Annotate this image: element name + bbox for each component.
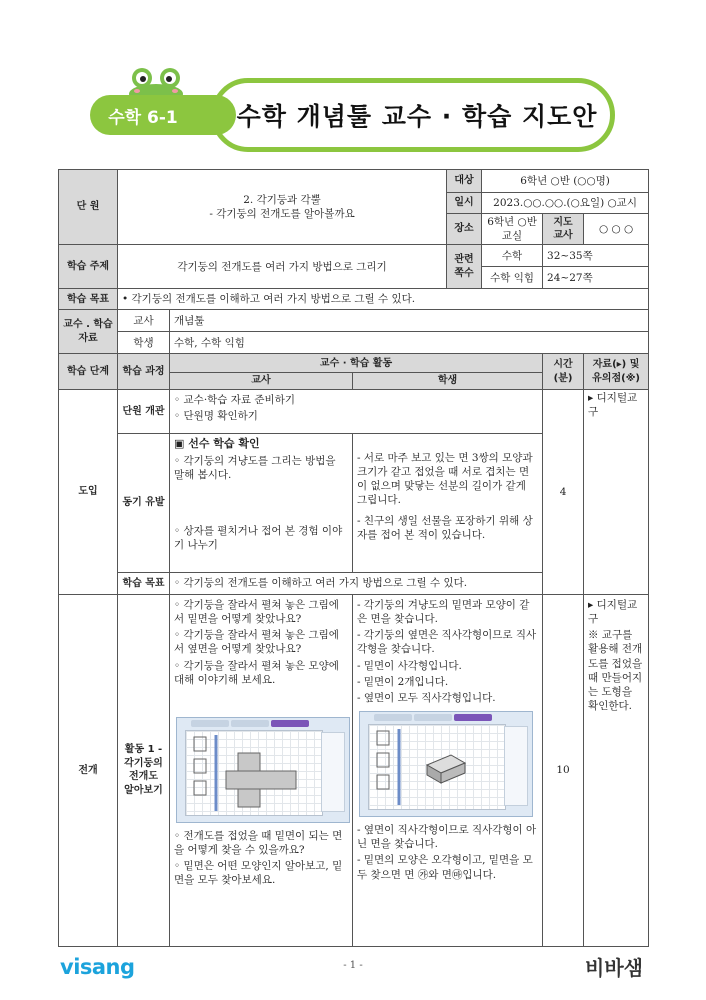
pages-label-2: 쪽수 bbox=[454, 267, 474, 279]
develop-teacher bbox=[170, 594, 353, 946]
material-label-2: 자료 bbox=[78, 332, 98, 344]
net-tool-screenshot-1 bbox=[176, 717, 350, 823]
activity-header: 교수 · 학습 활동 bbox=[170, 354, 543, 373]
intro-teacher-line-1: ◦ 각기둥의 겨냥도를 그리는 방법을 말해 봅시다. bbox=[174, 454, 336, 481]
develop-time: 10 bbox=[543, 594, 584, 946]
stage-header: 학습 단계 bbox=[59, 354, 118, 390]
develop-student bbox=[353, 594, 543, 946]
book2: 수학 익힘 bbox=[482, 267, 543, 289]
material-label bbox=[59, 310, 118, 354]
unit-line-2: - 각기둥의 전개도를 알아볼까요 bbox=[209, 208, 355, 221]
intro-overview-line-1: ◦ 교수·학습 자료 준비하기 bbox=[174, 393, 295, 406]
unit-label: 단 원 bbox=[59, 170, 118, 245]
intro-student-line-1: - 서로 마주 보고 있는 면 3쌍의 모양과 크기가 같고 접었을 때 서로 겹치는 면이 없으며 맞닿는 선분의 길이가 같게 그립니다. bbox=[357, 451, 533, 507]
teacher-subheader: 교사 bbox=[170, 373, 353, 390]
date-value: 2023.○○.○○.(○요일) ○교시 bbox=[482, 193, 649, 214]
material-student-label: 학생 bbox=[118, 332, 170, 354]
intro-overview-process: 단원 개관 bbox=[118, 389, 170, 433]
develop-process bbox=[118, 594, 170, 946]
date-label: 일시 bbox=[447, 193, 482, 214]
pages-label-1: 관련 bbox=[454, 254, 474, 266]
time-header bbox=[543, 354, 584, 390]
develop-student-line-3: - 밑면이 사각형입니다. bbox=[357, 659, 462, 672]
intro-motivation-teacher bbox=[170, 433, 353, 572]
intro-overview-line-2: ◦ 단원명 확인하기 bbox=[174, 410, 258, 423]
develop-resource bbox=[584, 594, 649, 946]
develop-teacher-line-4: ◦ 전개도를 접었을 때 밑면이 되는 면을 어떻게 찾을 수 있을까요? bbox=[174, 829, 343, 857]
goal-value: • 각기둥의 전개도를 이해하고 여러 가지 방법으로 그릴 수 있다. bbox=[118, 289, 649, 310]
intro-goal-process: 학습 목표 bbox=[118, 572, 170, 594]
develop-student-line-2: - 각기둥의 옆면은 직사각형이므로 직사각형을 찾습니다. bbox=[357, 629, 537, 656]
goal-label: 학습 목표 bbox=[59, 289, 118, 310]
time-header-1: 시간 bbox=[553, 359, 573, 371]
intro-resource: ▸ 디지털교구 bbox=[584, 389, 649, 594]
unit-line-1: 2. 각기둥과 각뿔 bbox=[243, 194, 321, 206]
book1: 수학 bbox=[482, 245, 543, 267]
place-value: 6학년 ○반 교실 bbox=[482, 214, 543, 245]
develop-student-line-7: - 밑면의 모양은 오각형이고, 밑면을 모두 찾으면 면 ㉮와 면㉲입니다. bbox=[357, 854, 533, 881]
topic-label: 학습 주제 bbox=[59, 245, 118, 289]
teacher-value: ○ ○ ○ bbox=[584, 214, 649, 245]
develop-teacher-line-2: ◦ 각기둥을 잘라서 펼쳐 놓은 그림에서 옆면을 어떻게 찾았나요? bbox=[174, 629, 339, 656]
teacher-label: 지도 교사 bbox=[543, 214, 584, 245]
resource-header-1: 자료(▸) 및 bbox=[592, 359, 640, 371]
develop-process-3: 전개도 bbox=[129, 771, 158, 783]
develop-teacher-line-5: ◦ 밑면은 어떤 모양인지 알아보고, 밑면을 모두 찾아보세요. bbox=[174, 860, 343, 887]
vivasam-logo: 비바샘 bbox=[585, 956, 643, 980]
intro-teacher-line-2: ◦ 상자를 펼치거나 접어 본 경험 이야기 나누기 bbox=[174, 525, 343, 552]
material-teacher-value: 개념툴 bbox=[170, 310, 649, 332]
intro-goal-value: ◦ 각기둥의 전개도를 이해하고 여러 가지 방법으로 그릴 수 있다. bbox=[170, 572, 543, 594]
develop-resource-2: ※ 교구를 활용해 전개도를 접었을 때 만들어지는 도형을 확인한다. bbox=[588, 629, 643, 713]
time-header-2: (분) bbox=[553, 372, 573, 384]
process-header: 학습 과정 bbox=[118, 354, 170, 390]
resource-header bbox=[584, 354, 649, 390]
develop-process-2: 각기둥의 bbox=[124, 757, 163, 769]
net-tool-screenshot-2 bbox=[359, 711, 533, 817]
material-student-value: 수학, 수학 익힘 bbox=[170, 332, 649, 354]
develop-student-line-4: - 밑면이 2개입니다. bbox=[357, 675, 449, 688]
intro-time: 4 bbox=[543, 389, 584, 594]
material-label-1: 교수 . 학습 bbox=[63, 319, 113, 331]
target-value: 6학년 ○반 (○○명) bbox=[482, 170, 649, 193]
page-title: 수학 개념툴 교수 · 학습 지도안 bbox=[236, 102, 598, 131]
resource-header-2: 유의점(※) bbox=[592, 372, 640, 384]
develop-stage: 전개 bbox=[59, 594, 118, 946]
visang-logo: visang bbox=[60, 955, 135, 979]
place-label: 장소 bbox=[447, 214, 482, 245]
intro-motivation-process: 동기 유발 bbox=[118, 433, 170, 572]
lesson-plan-table bbox=[58, 169, 648, 949]
pages-label bbox=[447, 245, 482, 289]
develop-teacher-line-1: ◦ 각기둥을 잘라서 펼쳐 놓은 그림에서 밑면을 어떻게 찾았나요? bbox=[174, 598, 339, 626]
intro-overview-content bbox=[170, 389, 543, 433]
target-label: 대상 bbox=[447, 170, 482, 193]
book2-pages: 24~27쪽 bbox=[543, 267, 649, 289]
intro-motivation-student bbox=[353, 433, 543, 572]
topic-value: 각기둥의 전개도를 여러 가지 방법으로 그리기 bbox=[118, 245, 447, 289]
develop-process-1: 활동 1 - bbox=[124, 744, 163, 756]
student-subheader: 학생 bbox=[353, 373, 543, 390]
develop-student-line-5: - 옆면이 모두 직사각형입니다. bbox=[357, 691, 496, 704]
develop-teacher-line-3: ◦ 각기둥을 잘라서 펼쳐 놓은 모양에 대해 이야기해 보세요. bbox=[174, 659, 339, 686]
subject-badge bbox=[90, 95, 236, 135]
frog-mascot-icon bbox=[127, 66, 185, 98]
develop-resource-1: ▸ 디지털교구 bbox=[588, 598, 638, 626]
develop-student-line-1: - 각기둥의 겨냥도의 밑면과 모양이 같은 면을 찾습니다. bbox=[357, 598, 530, 626]
intro-student-line-2: - 친구의 생일 선물을 포장하기 위해 상자를 접어 본 적이 있습니다. bbox=[357, 514, 533, 541]
book1-pages: 32~35쪽 bbox=[543, 245, 649, 267]
subject-badge-label: 수학 6-1 bbox=[108, 107, 178, 128]
intro-stage: 도입 bbox=[59, 389, 118, 594]
prior-learning-box: ▣ 선수 학습 확인 bbox=[174, 436, 260, 450]
unit-cell bbox=[118, 170, 447, 245]
page-number: - 1 - bbox=[343, 960, 363, 971]
develop-student-line-6: - 옆면이 직사각형이므로 직사각형이 아닌 면을 찾습니다. bbox=[357, 824, 537, 851]
develop-process-4: 알아보기 bbox=[124, 784, 163, 796]
material-teacher-label: 교사 bbox=[118, 310, 170, 332]
